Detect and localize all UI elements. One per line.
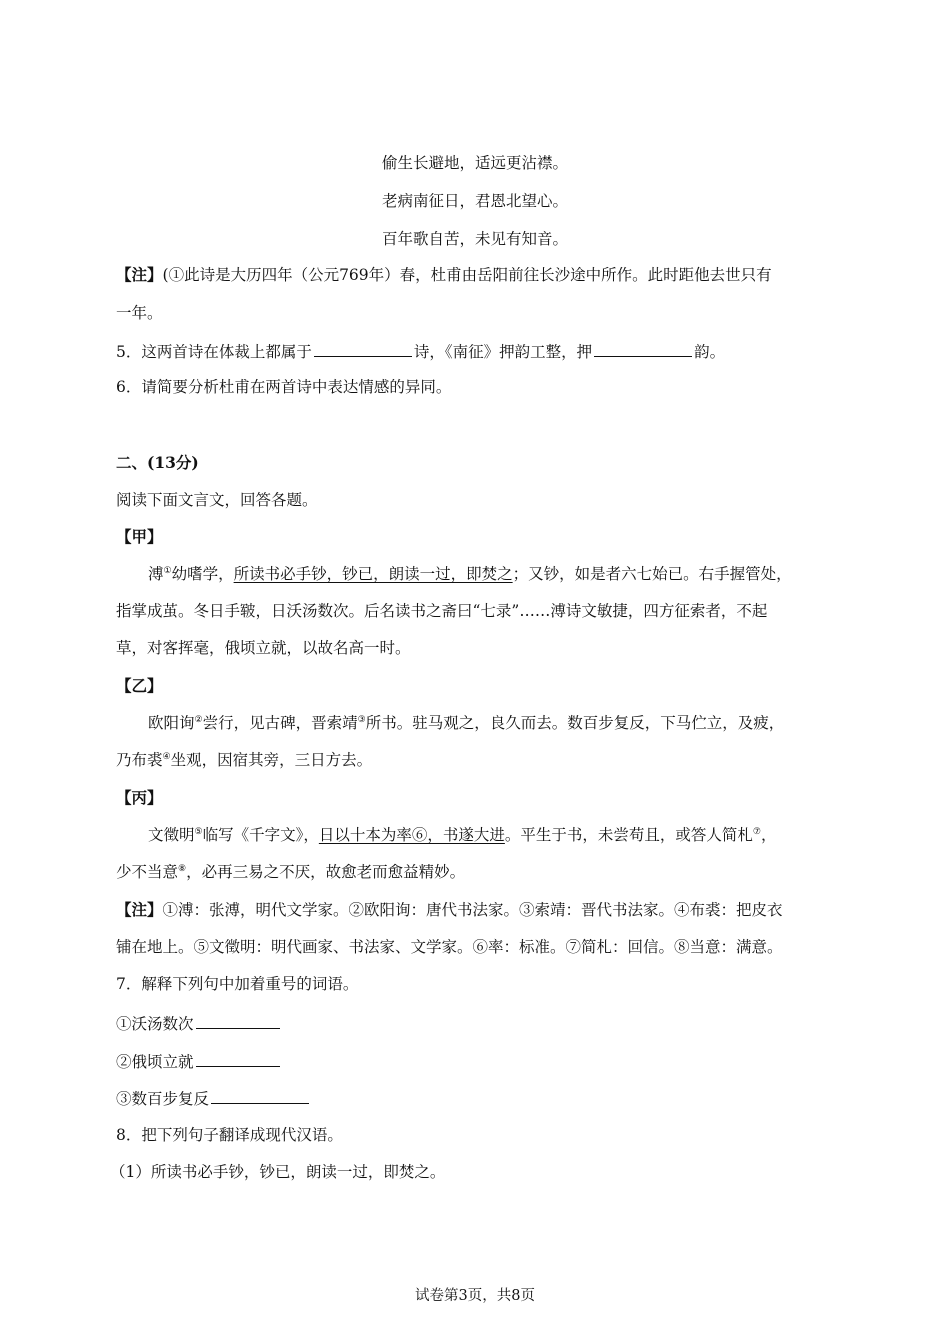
text: ，必再三易之不厌，故愈老而愈益精妙。: [186, 863, 466, 881]
passage-yi-line-1: [148, 713, 784, 733]
poem-note-cont: 一年。: [116, 304, 163, 322]
q7-item-1: [116, 1012, 282, 1034]
q5-answer-blank-2[interactable]: [594, 340, 692, 357]
passage-jia-line-3: 草，对客挥毫，俄顷立就，以故名高一时。: [116, 639, 411, 657]
text: 少不当意: [116, 863, 179, 881]
note-tag: 【注】: [116, 900, 163, 919]
text: 所书。驻马观之，良久而去。数百步复反，下马伫立，及疲，: [365, 714, 785, 732]
section-2-title: 二、(13分): [116, 453, 199, 472]
footnote-mark: ⑦: [752, 826, 761, 837]
text: 乃布裘: [116, 751, 163, 769]
passage-note: [116, 900, 783, 920]
text: 文徵明: [148, 826, 195, 844]
text: 。平生于书，未尝苟且，或答人简札: [504, 826, 753, 844]
q7-answer-blank-1[interactable]: [196, 1012, 280, 1029]
q8-item-1: （1）所读书必手钞，钞已，朗读一过，即焚之。: [110, 1163, 446, 1181]
q5-answer-blank-1[interactable]: [314, 340, 412, 357]
poem-line-1: 偷生长避地，适远更沾襟。: [381, 154, 568, 172]
q5-text-b: 诗，《南征》押韵工整，押: [413, 343, 593, 361]
page-footer: 试卷第3页，共8页: [415, 1288, 535, 1304]
poem-line-3: 百年歌自苦，未见有知音。: [381, 230, 568, 248]
question-8: 8．把下列句子翻译成现代汉语。: [116, 1126, 343, 1144]
passage-note-cont: 铺在地上。⑤文徵明：明代画家、书法家、文学家。⑥率：标准。⑦简札：回信。⑧当意：满意。: [116, 938, 783, 956]
text: 幼嗜学，: [171, 565, 234, 583]
footnote-mark: ⑤: [194, 826, 203, 837]
passage-jia-label: 【甲】: [116, 527, 163, 546]
note-text: (①此诗是大历四年（公元769年）春，杜甫由岳阳前往长沙途中所作。此时距他去世只有: [162, 266, 772, 284]
question-6: 6．请简要分析杜甫在两首诗中表达情感的异同。: [116, 378, 452, 396]
q5-text-c: 韵。: [694, 343, 726, 361]
poem-line-2: 老病南征日，君恩北望心。: [381, 192, 568, 210]
passage-bing-line-2: [116, 862, 465, 882]
footnote-mark: ①: [163, 565, 172, 576]
q7-answer-blank-2[interactable]: [196, 1050, 280, 1067]
text: ，: [760, 826, 777, 844]
underlined-sentence: 日以十本为率⑥，书遂大进: [318, 826, 505, 844]
passage-jia-line-1: [148, 564, 792, 584]
q7-item-3: [116, 1087, 311, 1109]
question-5: [116, 340, 725, 362]
text: 溥: [148, 565, 164, 583]
text: ②俄顷立就: [116, 1053, 194, 1071]
section-2-intro: 阅读下面文言文，回答各题。: [116, 491, 318, 509]
text: 尝行，见古碑，晋索靖: [202, 714, 358, 732]
underlined-sentence: 所读书必手钞，钞已，朗读一过，即焚之: [233, 565, 513, 583]
text: ；又钞，如是者六七始已。右手握管处，: [512, 565, 792, 583]
passage-jia-line-2: 指掌成茧。冬日手皲，日沃汤数次。后名读书之斋曰“七录”……溥诗文敏捷，四方征索者，不起: [116, 602, 768, 620]
footnote-mark: ⑧: [178, 863, 187, 874]
q5-text-a: 5．这两首诗在体裁上都属于: [116, 343, 312, 361]
question-7: 7．解释下列句中加着重号的词语。: [116, 975, 359, 993]
q7-answer-blank-3[interactable]: [211, 1087, 309, 1104]
q7-item-2: [116, 1050, 282, 1072]
footnote-mark: ④: [162, 751, 171, 762]
poem-note: [116, 265, 772, 285]
text: ①沃汤数次: [116, 1015, 194, 1033]
passage-yi-line-2: [116, 750, 372, 770]
passage-bing-line-1: [148, 825, 776, 845]
text: 欧阳询: [148, 714, 195, 732]
passage-yi-label: 【乙】: [116, 676, 163, 695]
text: ③数百步复反: [116, 1090, 210, 1108]
passage-bing-label: 【丙】: [116, 788, 163, 807]
footnote-mark: ③: [357, 714, 366, 725]
text: 坐观，因宿其旁，三日方去。: [170, 751, 373, 769]
footnote-mark: ②: [194, 714, 203, 725]
text: 临写《千字文》，: [202, 826, 319, 844]
note-tag: 【注】: [116, 265, 163, 284]
note-text: ①溥：张溥，明代文学家。②欧阳询：唐代书法家。③索靖：晋代书法家。④布裘：把皮衣: [162, 901, 783, 919]
